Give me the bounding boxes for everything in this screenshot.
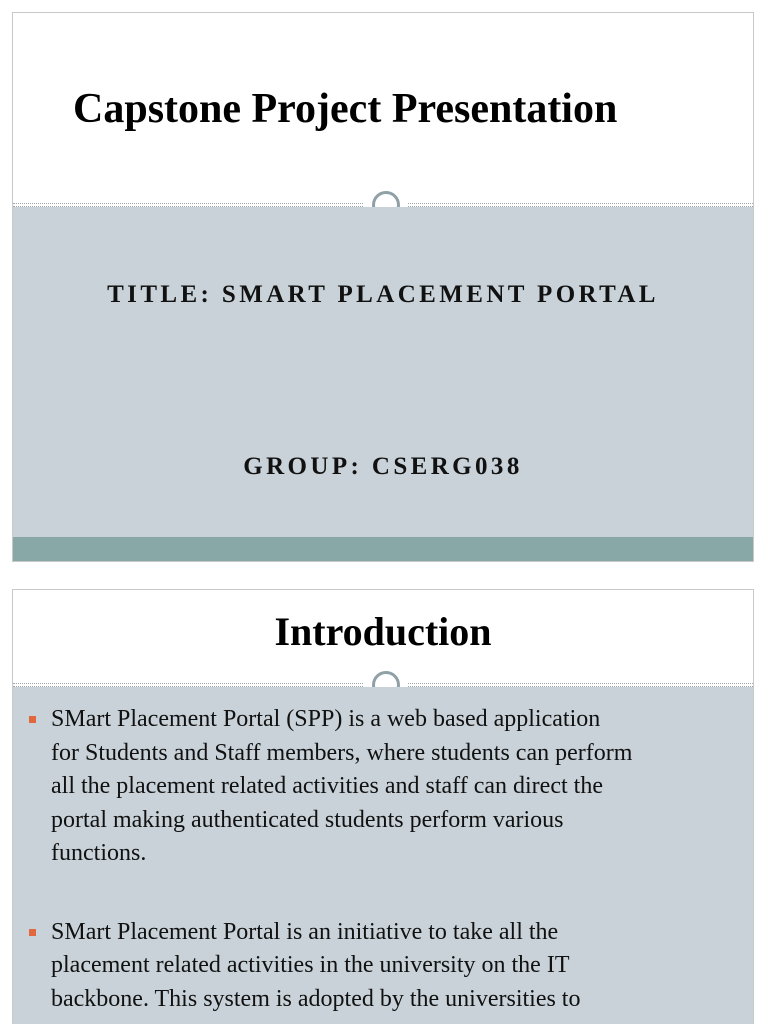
bullet-list: [27, 703, 727, 1024]
bullet-line: placement related activities in the university on the IT: [51, 952, 570, 978]
slide-title-body: [13, 207, 753, 537]
square-bullet-icon: [29, 716, 36, 723]
slide-title-header: [13, 13, 753, 205]
bullet-line: SMart Placement Portal (SPP) is a web based application: [51, 706, 601, 732]
bullet-item: [27, 703, 727, 871]
introduction-title: Introduction: [274, 609, 492, 654]
group-label: GROUP: CSERG038: [243, 453, 523, 480]
slide-introduction: [12, 589, 754, 1024]
bullet-line: for Students and Staff members, where students can perform: [51, 739, 633, 766]
bullet-item: [27, 916, 727, 1017]
bullet-line: functions.: [51, 840, 147, 866]
bullet-line: all the placement related activities and staff can direct the: [51, 773, 603, 799]
slide-footer-band: [13, 537, 753, 562]
bullet-line: backbone. This system is adopted by the universities to: [51, 985, 581, 1012]
bullet-line: portal making authenticated students perform various: [51, 806, 564, 833]
project-title: TITLE: SMART PLACEMENT PORTAL: [107, 281, 659, 308]
slide-title: [12, 12, 754, 562]
square-bullet-icon: [29, 929, 36, 936]
presentation-title: Capstone Project Presentation: [73, 86, 618, 132]
bullet-line: SMart Placement Portal is an initiative to take all the: [51, 918, 559, 945]
